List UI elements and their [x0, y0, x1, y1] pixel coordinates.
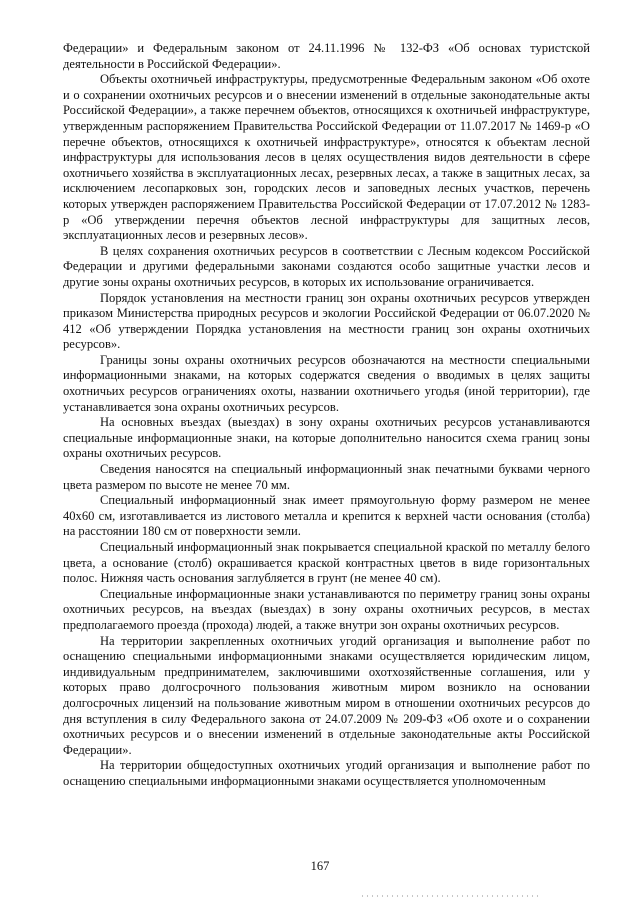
scan-artifact-dotted-line: [360, 895, 540, 897]
document-body: [63, 41, 590, 790]
paragraph: Порядок установления на местности границ зон охраны охотничьих ресурсов утвержден приказом Министерства природных ресурсов и экологии Российской Федерации от 06.07.2020 № 412 «Об утверждении Порядка установления на местности границ зон охраны охотничьих ресурсов».: [63, 290, 590, 352]
paragraph: Объекты охотничьей инфраструктуры, предусмотренные Федеральным законом «Об охоте и о сохранении охотничьих ресурсов и о внесении изменений в отдельные законодательные акты Российской Федерации», а также перечнем объектов, относящихся к охотничьей инфраструктуре, утвержденным распоряжением Правительства Российской Федерации от 11.07.2017 № 1469-р «О перечне объектов, относящихся к охотничьей инфраструктуре», относятся к объектам лесной инфраструктуры для использования лесов в целях осуществления видов деятельности в сфере охотничьего хозяйства в эксплуатационных лесах, резервных лесах, а также в защитных лесах, за исключением лесопарковых зон, городских лесов и заповедных лесных участков, перечень которых утвержден распоряжением Правительства Российской Федерации от 17.07.2012 № 1283-р «Об утверждении перечня объектов лесной инфраструктуры для защитных лесов, эксплуатационных лесов и резервных лесов».: [63, 72, 590, 243]
paragraph: На территории общедоступных охотничьих угодий организация и выполнение работ по оснащению специальными информационными знаками осуществляется уполномоченным: [63, 758, 590, 788]
paragraph: Границы зоны охраны охотничьих ресурсов обозначаются на местности специальными информационными знаками, на которых содержатся сведения о вводимых в целях защиты охотничьих ресурсов ограничениях охоты, названии охотничьего угодья (иной территории), где устанавливается зона охраны охотничьих ресурсов.: [63, 352, 590, 414]
paragraph: На территории закрепленных охотничьих угодий организация и выполнение работ по оснащению специальными информационными знаками осуществляется юридическим лицом, индивидуальным предпринимателем, заключившими охотхозяйственные соглашения, или у которых право долгосрочного пользования животным миром возникло на основании долгосрочных лицензий на пользование животным миром в отношении охотничьих ресурсов до дня вступления в силу Федерального закона от 24.07.2009 № 209-ФЗ «Об охоте и о сохранении охотничьих ресурсов и о внесении изменений в отдельные законодательные акты Российской Федерации».: [63, 633, 590, 757]
paragraph: Специальные информационные знаки устанавливаются по периметру границ зоны охраны охотничьих ресурсов, на въездах (выездах) в зону охраны охотничьих ресурсов, в местах предполагаемого проезда (прохода) людей, а также внутри зон охраны охотничьих ресурсов.: [63, 586, 590, 632]
paragraph: Федерации» и Федеральным законом от 24.11.1996 № 132-ФЗ «Об основах туристской деятельности в Российской Федерации».: [63, 41, 590, 71]
paragraph: Специальный информационный знак покрывается специальной краской по металлу белого цвета, а основание (столб) окрашивается краской контрастных цветов в виде горизонтальных полос. Нижняя часть основания заглубляется в грунт (не менее 40 см).: [63, 540, 590, 586]
page-number: 167: [310, 859, 330, 873]
paragraph: Специальный информационный знак имеет прямоугольную форму размером не менее 40x60 см, изготавливается из листового металла и крепится к верхней части основания (столба) на расстоянии 180 см от поверхности земли.: [63, 493, 590, 539]
paragraph: На основных въездах (выездах) в зону охраны охотничьих ресурсов устанавливаются специальные информационные знаки, на которые дополнительно наносится схема границ зоны охраны охотничьих ресурсов.: [63, 415, 590, 461]
paragraph: Сведения наносятся на специальный информационный знак печатными буквами черного цвета размером по высоте не менее 70 мм.: [63, 462, 590, 492]
paragraph: В целях сохранения охотничьих ресурсов в соответствии с Лесным кодексом Российской Федерации и другими федеральными законами создаются особо защитные участки лесов и другие зоны охраны охотничьих ресурсов, в которых их использование ограничивается.: [63, 243, 590, 289]
